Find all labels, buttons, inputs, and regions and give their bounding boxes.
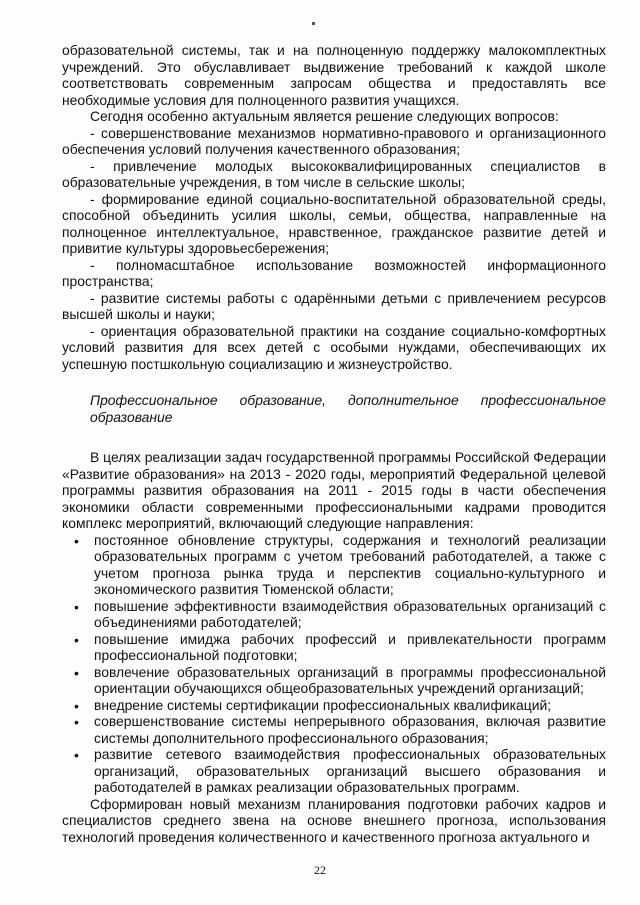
- paragraph-continuation: образовательной системы, так и на полноценную поддержку малокомплектных учреждений. Это обуславливает выдвижение требований к каждой школе соответствовать современным запросам общества и предоставлять все необходимые условия для полноценного развития учащихся.: [62, 42, 606, 108]
- bullet-icon: •: [74, 697, 79, 714]
- paragraph-questions-intro: Сегодня особенно актуальным является решение следующих вопросов:: [90, 108, 559, 124]
- bullet-icon: •: [74, 747, 79, 763]
- bullet-icon: •: [74, 598, 79, 615]
- bullet-icon: •: [74, 714, 79, 730]
- dash-item: - полномасштабное использование возможностей информационного пространства;: [62, 256, 606, 289]
- list-item: [62, 713, 606, 746]
- section-body: [62, 449, 606, 845]
- list-item-text: вовлечение образовательных организаций в программы профессиональной ориентации обучающихся общеобразовательных учреждений организаций;: [94, 663, 606, 696]
- list-item: [62, 697, 606, 714]
- bullet-icon: •: [74, 532, 79, 549]
- list-item: [62, 598, 606, 631]
- list-item-text: повышение имиджа рабочих профессий и привлекательности программ профессиональной подготовки;: [94, 630, 606, 663]
- list-item: [62, 746, 606, 796]
- bullet-icon: •: [74, 664, 79, 681]
- dash-item: - привлечение молодых высококвалифицированных специалистов в образовательные учреждения, в том числе в сельские школы;: [62, 157, 606, 190]
- list-item: [62, 664, 606, 697]
- scan-mark: [312, 22, 315, 25]
- list-item-text: совершенствование системы непрерывного образования, включая развитие системы дополнительного профессионального образования;: [94, 713, 606, 746]
- dash-item: - формирование единой социально-воспитательной образовательной среды, способной объединить усилия школы, семьи, общества, направленные на полноценное интеллектуальное, нравственное, гражданское развитие детей и привитие культуры здоровьесбережения;: [62, 190, 606, 256]
- list-item: [62, 532, 606, 598]
- bullet-list: [62, 532, 606, 796]
- dash-item: - ориентация образовательной практики на создание социально-комфортных условий развития для всех детей с особыми нуждами, обеспечивающих их успешную постшкольную социализацию и жизнеустройство.: [62, 322, 606, 372]
- top-text-block: [62, 42, 606, 372]
- section-heading: Профессиональное образование, дополнительное профессиональное образование: [90, 392, 606, 425]
- closing-paragraph: Сформирован новый механизм планирования подготовки рабочих кадров и специалистов среднего звена на основе внешнего прогноза, использования технологий проведения количественного и качественного прогноза актуального и: [62, 795, 606, 845]
- list-item-text: внедрение системы сертификации профессиональных квалификаций;: [94, 696, 552, 713]
- bullet-icon: •: [74, 631, 79, 648]
- list-item-text: развитие сетевого взаимодействия профессиональных образовательных организаций, образовательных организаций высшего образования и работодателей в рамках реализации образовательных программ.: [94, 746, 606, 795]
- dash-item: - развитие системы работы с одарёнными детьми с привлечением ресурсов высшей школы и науки;: [62, 289, 606, 322]
- list-item: [62, 631, 606, 664]
- dash-item: - совершенствование механизмов нормативно-правового и организационного обеспечения условий получения качественного образования;: [62, 124, 606, 157]
- list-item-text: повышение эффективности взаимодействия образовательных организаций с объединениями работодателей;: [94, 597, 606, 630]
- intro-paragraph: В целях реализации задач государственной программы Российской Федерации «Развитие образования» на 2013 - 2020 годы, мероприятий Федеральной целевой программы развития образования на 2011 - 2015 годы в части обеспечения экономики области современными профессиональными кадрами проводится комплекс мероприятий, включающий следующие направления:: [62, 449, 606, 531]
- list-item-text: постоянное обновление структуры, содержания и технологий реализации образовательных программ с учетом требований работодателей, а также с учетом прогноза рынка труда и перспектив социально-культурного и экономического развития Тюменской области;: [94, 531, 606, 597]
- page-number: 22: [314, 863, 326, 877]
